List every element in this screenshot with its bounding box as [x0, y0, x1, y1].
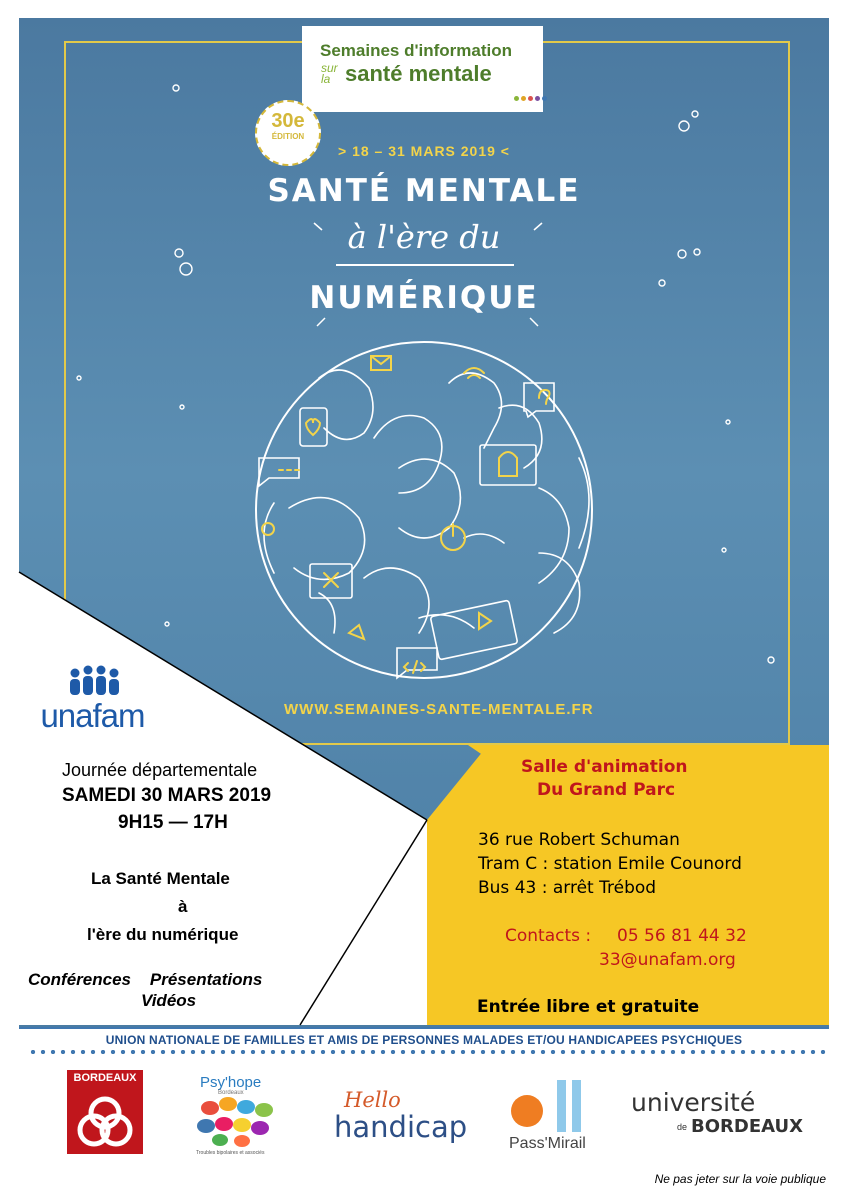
bordeaux-label: BORDEAUX [67, 1070, 143, 1086]
venue-name-line2: Du Grand Parc [537, 780, 676, 800]
title-line2: à l'ère du [347, 218, 501, 256]
venue-bus: Bus 43 : arrêt Trébod [478, 878, 657, 898]
unafam-logo [36, 653, 149, 741]
formats-line1: Conférences Présentations [28, 970, 263, 989]
unafam-fullname: UNION NATIONALE DE FAMILLES ET AMIS DE PERSONNES MALADES ET/OU HANDICAPEES PSYCHIQUES [105, 1033, 743, 1047]
dotted-rule [28, 1050, 828, 1054]
passmirail-label: Pass'Mirail [509, 1135, 586, 1152]
logo-small-words: sur la [321, 61, 338, 86]
event-date: SAMEDI 30 MARS 2019 [62, 785, 272, 806]
website-url[interactable]: WWW.SEMAINES-SANTE-MENTALE.FR [284, 701, 594, 718]
venue-name-line1: Salle d'animation [521, 757, 688, 777]
psyhope-tagline: Troubles bipolaires et associés [196, 1150, 265, 1156]
hello-word: Hello [344, 1088, 401, 1112]
title-line3: NUMÉRIQUE [309, 280, 539, 316]
handicap-word: handicap [334, 1110, 468, 1144]
theme-line1: La Santé Mentale [91, 869, 230, 888]
title-line1: SANTÉ MENTALE [267, 173, 581, 209]
entry-note: Entrée libre et gratuite [477, 997, 700, 1017]
theme-line3: l'ère du numérique [87, 925, 239, 944]
venue-tram: Tram C : station Emile Counord [478, 854, 742, 874]
psyhope-subtitle: Bordeaux [218, 1090, 244, 1096]
psyhope-logo [192, 1070, 282, 1158]
universite-de: de [677, 1122, 688, 1132]
contacts-label: Contacts : [505, 926, 592, 946]
theme-line2: à [178, 897, 188, 916]
logo-line2: santé mentale [345, 61, 492, 86]
passmirail-icon [507, 1076, 607, 1138]
universite-bordeaux-logo [631, 1088, 803, 1143]
psyhope-title: Psy'hope [200, 1074, 262, 1091]
venue-address: 36 rue Robert Schuman [478, 830, 680, 850]
passmirail-logo [507, 1076, 607, 1156]
edition-seal: 30e ÉDITION [255, 100, 321, 166]
event-kind: Journée départementale [62, 760, 258, 780]
hands-icon [192, 1094, 282, 1150]
contact-email[interactable]: 33@unafam.org [599, 950, 736, 970]
unafam-people-icon [36, 653, 149, 703]
contact-phone[interactable]: 05 56 81 44 32 [617, 926, 747, 946]
logo-line1: Semaines d'information [320, 41, 513, 60]
hello-handicap-logo [322, 1082, 482, 1142]
footer-note: Ne pas jeter sur la voie publique [654, 1172, 826, 1186]
bordeaux-logo [67, 1070, 143, 1154]
event-dates: > 18 – 31 MARS 2019 < [338, 143, 510, 159]
bordeaux-emblem-icon [67, 1086, 143, 1154]
formats-line2: Vidéos [141, 991, 197, 1010]
universite-bordeaux: BORDEAUX [691, 1116, 803, 1137]
unafam-wordmark: unafam [40, 697, 145, 734]
universite-word: université [631, 1088, 756, 1117]
event-hours: 9H15 — 17H [118, 812, 228, 833]
band-rule [19, 1027, 829, 1029]
